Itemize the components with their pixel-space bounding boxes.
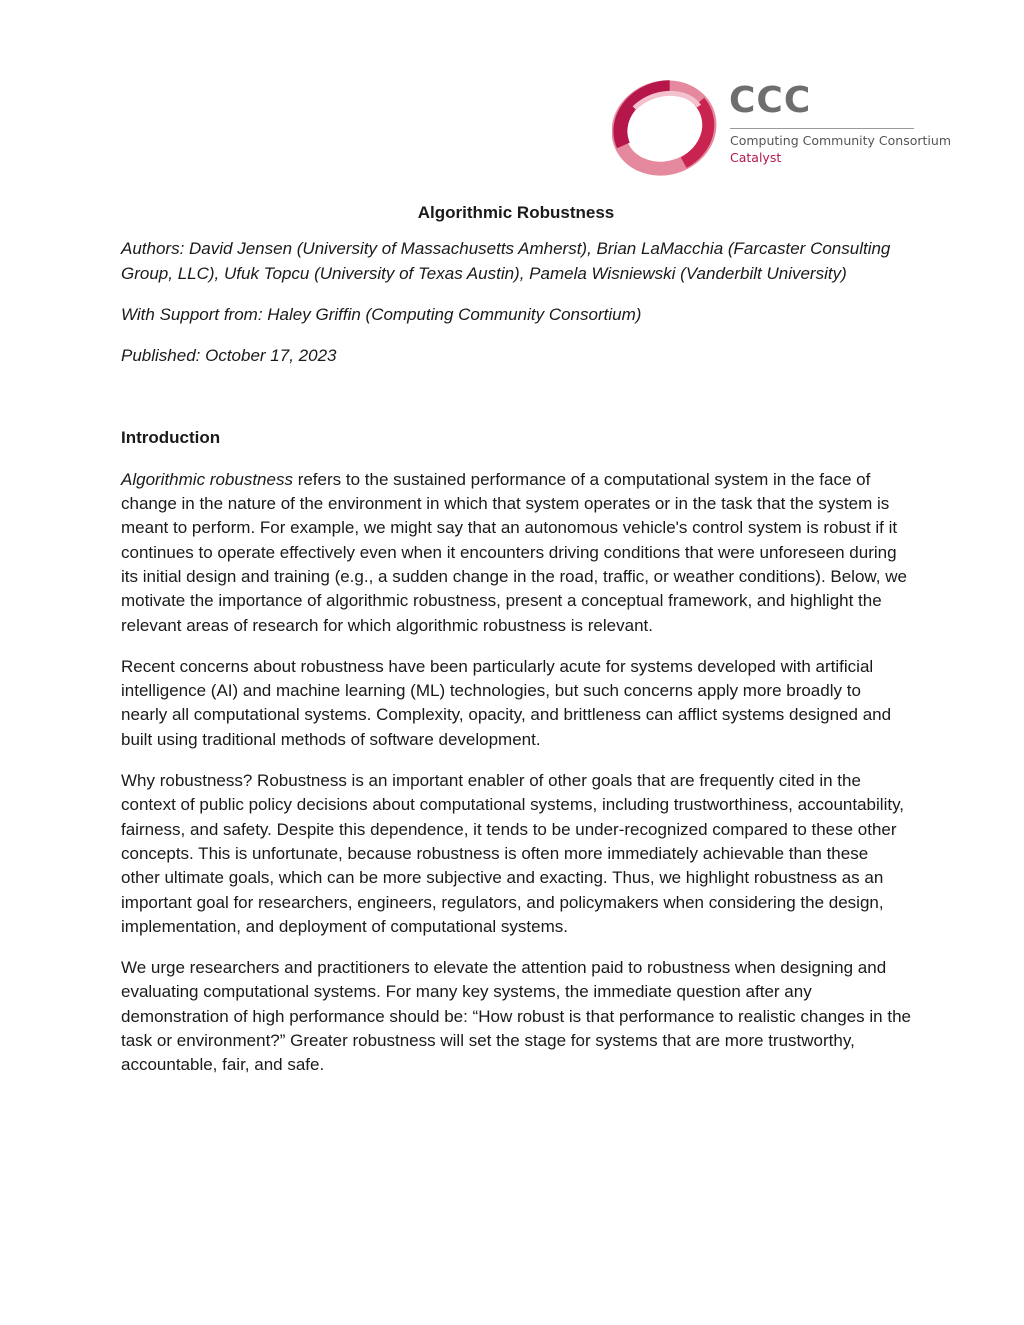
section-heading-introduction: Introduction	[121, 428, 221, 448]
paragraph-1-lead-term: Algorithmic robustness	[121, 469, 293, 489]
ccc-catalyst-logo	[612, 74, 952, 184]
document-title: Algorithmic Robustness	[417, 203, 615, 222]
paragraph-1-text: refers to the sustained performance of a computational system in the face of change in the nature of the environment in which that system operates or in the task that the system is meant to perform. For example, we might say that an autonomous vehicle's control system is robust if it continues to operate effectively even when it encounters driving conditions that were unforeseen during its initial design and training (e.g., a sudden change in the road, traffic, or weather conditions). Below, we motivate the importance of algorithmic robustness, present a conceptual framework, and highlight the relevant areas of research for which algorithmic robustness is relevant.	[121, 469, 907, 635]
paragraph-4: We urge researchers and practitioners to elevate the attention paid to robustness when designing and evaluating computational systems. For many key systems, the immediate question after any demonstration of high performance should be: “How robust is that performance to realistic changes in the task or environment?” Greater robustness will set the stage for systems that are more trustworthy, accountable, fair, and safe.	[121, 958, 911, 1075]
authors-line: Authors: David Jensen (University of Massachusetts Amherst), Brian LaMacchia (Farcaster Consulting Group, LLC), Ufuk Topcu (University of Texas Austin), Pamela Wisniewski (Vanderbilt University)	[121, 239, 891, 283]
logo-subtitle: Catalyst	[730, 150, 782, 165]
logo-acronym: CCC	[729, 80, 812, 121]
document-body	[121, 201, 911, 1095]
logo-organization-name: Computing Community Consortium	[730, 133, 952, 148]
paragraph-2: Recent concerns about robustness have been particularly acute for systems developed with artificial intelligence (AI) and machine learning (ML) technologies, but such concerns apply more broadly to nearly all computational systems. Complexity, opacity, and brittleness can afflict systems designed and built using traditional methods of software development.	[121, 656, 892, 749]
paragraph-3: Why robustness? Robustness is an important enabler of other goals that are frequently cited in the context of public policy decisions about computational systems, including trustworthiness, accountability, fairness, and safety. Despite this dependence, it tends to be under-recognized compared to these other concepts. This is unfortunate, because robustness is often more immediately achievable than these other ultimate goals, which can be more subjective and exacting. Thus, we highlight robustness as an important goal for researchers, engineers, regulators, and policymakers when considering the design, implementation, and deployment of computational systems.	[121, 771, 905, 936]
paragraph-1	[121, 468, 911, 638]
logo-divider	[730, 128, 914, 129]
support-line: With Support from: Haley Griffin (Computing Community Consortium)	[121, 304, 642, 324]
ccc-ring-icon	[612, 74, 722, 184]
published-date: Published: October 17, 2023	[121, 346, 337, 366]
